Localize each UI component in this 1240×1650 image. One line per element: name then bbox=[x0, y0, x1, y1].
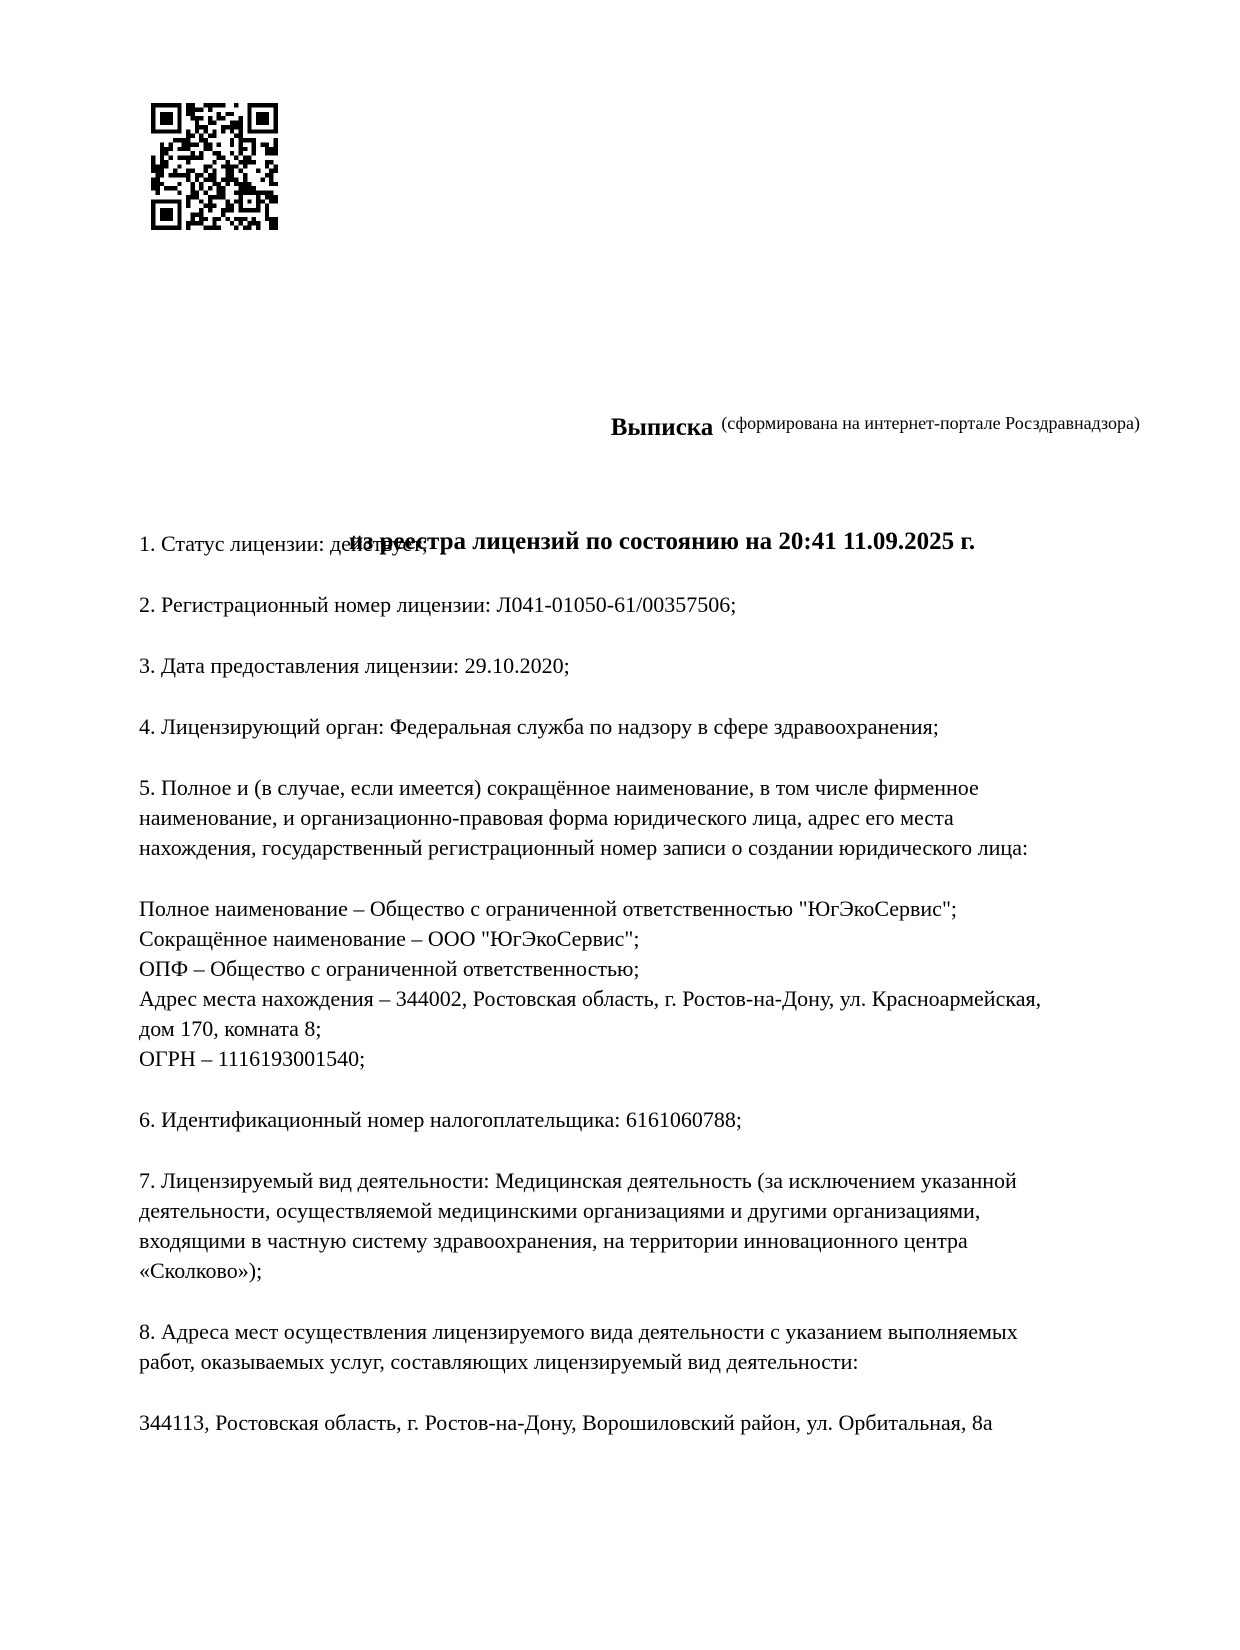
paragraph-licensing-authority bbox=[139, 712, 1041, 742]
text-line: 5. Полное и (в случае, если имеется) сокращённое наименование, в том числе фирменное bbox=[139, 775, 979, 800]
text-line: 7. Лицензируемый вид деятельности: Медицинская деятельность (за исключением указанной bbox=[139, 1168, 1017, 1193]
document-subtitle: (сформирована на интернет-портале Росздравнадзора) bbox=[721, 413, 1140, 433]
title-line-2: из реестра лицензий по состоянию на 20:41 11.09.2025 г. bbox=[348, 528, 976, 555]
document-body bbox=[139, 529, 1041, 1469]
paragraph-license-status bbox=[139, 529, 1041, 559]
text-line: 3. Дата предоставления лицензии: 29.10.2020; bbox=[139, 653, 570, 678]
text-line: 8. Адреса мест осуществления лицензируемого вида деятельности с указанием выполняемых bbox=[139, 1319, 1018, 1344]
text-line: Сокращённое наименование – ООО "ЮгЭкоСервис"; bbox=[139, 926, 640, 951]
paragraph-activity-addresses-heading bbox=[139, 1317, 1041, 1377]
text-line: 4. Лицензирующий орган: Федеральная служба по надзору в сфере здравоохранения; bbox=[139, 714, 939, 739]
text-line: Полное наименование – Общество с ограниченной ответственностью "ЮгЭкоСервис"; bbox=[139, 896, 958, 921]
paragraph-registration-number bbox=[139, 590, 1041, 620]
text-line: 1. Статус лицензии: действует; bbox=[139, 531, 428, 556]
paragraph-licensed-activity bbox=[139, 1166, 1041, 1286]
paragraph-grant-date bbox=[139, 651, 1041, 681]
text-line: дом 170, комната 8; bbox=[139, 1016, 322, 1041]
paragraph-item-5-heading bbox=[139, 773, 1041, 863]
text-line: Адрес места нахождения – 344002, Ростовская область, г. Ростов-на-Дону, ул. Красноармейская, bbox=[139, 986, 1042, 1011]
text-line: ОГРН – 1116193001540; bbox=[139, 1046, 366, 1071]
paragraph-taxpayer-number bbox=[139, 1105, 1041, 1135]
text-line: работ, оказываемых услуг, составляющих лицензируемый вид деятельности: bbox=[139, 1349, 859, 1374]
text-line: наименование, и организационно-правовая форма юридического лица, адрес его места bbox=[139, 805, 954, 830]
text-line: деятельности, осуществляемой медицинскими организациями и другими организациями, bbox=[139, 1198, 981, 1223]
text-line: нахождения, государственный регистрационный номер записи о создании юридического лица: bbox=[139, 835, 1029, 860]
text-line: входящими в частную систему здравоохранения, на территории инновационного центра bbox=[139, 1228, 968, 1253]
text-line: 2. Регистрационный номер лицензии: Л041-01050-61/00357506; bbox=[139, 592, 737, 617]
text-line: ОПФ – Общество с ограниченной ответственностью; bbox=[139, 956, 640, 981]
text-line: «Сколково»); bbox=[139, 1258, 263, 1283]
paragraph-activity-address bbox=[139, 1408, 1041, 1438]
title-line-1: Выписка bbox=[610, 414, 714, 441]
qr-code-icon bbox=[151, 103, 278, 230]
text-line: 344113, Ростовская область, г. Ростов-на-Дону, Ворошиловский район, ул. Орбитальная, 8а bbox=[139, 1410, 993, 1435]
paragraph-organization-details bbox=[139, 894, 1041, 1074]
text-line: 6. Идентификационный номер налогоплательщика: 6161060788; bbox=[139, 1107, 742, 1132]
